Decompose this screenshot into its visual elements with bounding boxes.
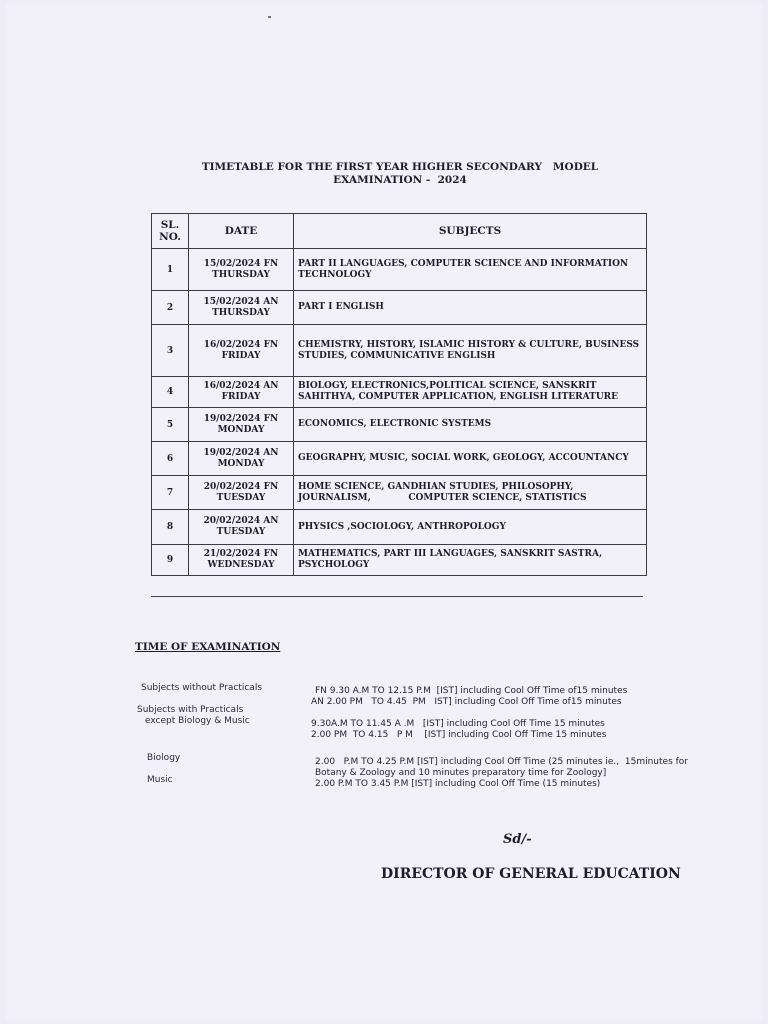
row-sl: 8: [152, 510, 189, 545]
row-sl: 5: [152, 408, 189, 442]
row-date: 16/02/2024 FN: [203, 339, 279, 350]
time-biology-line1: 2.00 P.M TO 4.25 P.M [IST] including Cool Off Time (25 minutes ie., 15minutes for: [315, 757, 688, 767]
row-date: 15/02/2024 FN: [203, 258, 279, 269]
title-line-1: TIMETABLE FOR THE FIRST YEAR HIGHER SECONDARY MODEL: [201, 161, 599, 173]
row-sl: 1: [152, 249, 189, 291]
row-sl: 3: [152, 325, 189, 377]
table-row: [152, 476, 647, 510]
row-subjects: ECONOMICS, ELECTRONIC SYSTEMS: [294, 408, 647, 442]
row-date-cell: [189, 249, 294, 291]
table-row: [152, 325, 647, 377]
row-date: 15/02/2024 AN: [203, 296, 279, 307]
label-except-biology-music: except Biology & Music: [145, 716, 250, 726]
row-day: TUESDAY: [216, 527, 266, 537]
row-day: THURSDAY: [212, 307, 270, 318]
horizontal-rule: [151, 596, 643, 597]
header-date: DATE: [189, 214, 294, 249]
table-row: [152, 291, 647, 325]
label-without-practicals: Subjects without Practicals: [141, 683, 263, 693]
header-subjects: SUBJECTS: [294, 214, 647, 249]
row-sl: 4: [152, 377, 189, 408]
table-row: [152, 545, 647, 576]
row-date: 16/02/2024 AN: [203, 381, 279, 391]
row-date-cell: [189, 510, 294, 545]
row-subjects: PHYSICS ,SOCIOLOGY, ANTHROPOLOGY: [294, 510, 647, 545]
header-sl-no: SL. NO.: [152, 214, 189, 249]
row-day: THURSDAY: [212, 269, 270, 280]
row-sl: 6: [152, 442, 189, 476]
table-row: [152, 442, 647, 476]
row-sl: 7: [152, 476, 189, 510]
time-biology-line2: Botany & Zoology and 10 minutes preparatory time for Zoology]: [315, 768, 607, 778]
time-with-practicals-an: 2.00 PM TO 4.15 P M [IST] including Cool Off Time 15 minutes: [311, 730, 607, 740]
table-row: [152, 510, 647, 545]
label-music: Music: [147, 775, 173, 785]
time-without-practicals-fn: FN 9.30 A.M TO 12.15 P.M [IST] including Cool Off Time of15 minutes: [315, 686, 628, 696]
time-with-practicals-fn: 9.30A.M TO 11.45 A .M [IST] including Cool Off Time 15 minutes: [311, 719, 605, 729]
row-date-cell: [189, 325, 294, 377]
row-subjects: BIOLOGY, ELECTRONICS,POLITICAL SCIENCE, SANSKRIT SAHITHYA, COMPUTER APPLICATION, ENGLISH LITERATURE: [294, 377, 647, 408]
row-subjects: PART I ENGLISH: [294, 291, 647, 325]
row-sl: 9: [152, 545, 189, 576]
time-of-examination-heading: TIME OF EXAMINATION: [135, 641, 281, 653]
row-subjects: PART II LANGUAGES, COMPUTER SCIENCE AND INFORMATION TECHNOLOGY: [294, 249, 647, 291]
table-header-row: [152, 214, 647, 249]
row-sl: 2: [152, 291, 189, 325]
row-day: FRIDAY: [221, 350, 261, 361]
label-with-practicals: Subjects with Practicals: [137, 705, 244, 715]
row-subjects: MATHEMATICS, PART III LANGUAGES, SANSKRIT SASTRA, PSYCHOLOGY: [294, 545, 647, 576]
row-date: 20/02/2024 FN: [203, 481, 279, 492]
table-row: [152, 377, 647, 408]
row-date-cell: [189, 476, 294, 510]
document-title: [150, 161, 650, 187]
row-date: 19/02/2024 AN: [203, 447, 279, 458]
row-subjects: CHEMISTRY, HISTORY, ISLAMIC HISTORY & CULTURE, BUSINESS STUDIES, COMMUNICATIVE ENGLISH: [294, 325, 647, 377]
table-row: [152, 249, 647, 291]
row-date-cell: [189, 377, 294, 408]
row-date: 21/02/2024 FN: [203, 549, 279, 559]
row-date-cell: [189, 545, 294, 576]
row-subjects: HOME SCIENCE, GANDHIAN STUDIES, PHILOSOPHY, JOURNALISM, COMPUTER SCIENCE, STATISTICS: [294, 476, 647, 510]
timetable: [151, 213, 647, 576]
row-date-cell: [189, 291, 294, 325]
scan-speck: [268, 16, 271, 18]
row-date: 20/02/2024 AN: [203, 516, 279, 526]
signature-sd: Sd/-: [503, 832, 532, 847]
row-day: TUESDAY: [216, 492, 266, 503]
time-without-practicals-an: AN 2.00 PM TO 4.45 PM IST] including Cool Off Time of15 minutes: [311, 697, 622, 707]
label-biology: Biology: [147, 753, 181, 763]
row-date: 19/02/2024 FN: [203, 413, 279, 424]
table-row: [152, 408, 647, 442]
row-subjects: GEOGRAPHY, MUSIC, SOCIAL WORK, GEOLOGY, ACCOUNTANCY: [294, 442, 647, 476]
row-day: MONDAY: [217, 458, 265, 469]
row-date-cell: [189, 442, 294, 476]
title-line-2: EXAMINATION - 2024: [333, 174, 467, 186]
time-music: 2.00 P.M TO 3.45 P.M [IST] including Cool Off Time (15 minutes): [315, 779, 601, 789]
row-day: MONDAY: [217, 424, 265, 435]
signatory-designation: DIRECTOR OF GENERAL EDUCATION: [381, 866, 681, 882]
row-day: WEDNESDAY: [207, 560, 275, 570]
row-day: FRIDAY: [221, 392, 261, 402]
row-date-cell: [189, 408, 294, 442]
